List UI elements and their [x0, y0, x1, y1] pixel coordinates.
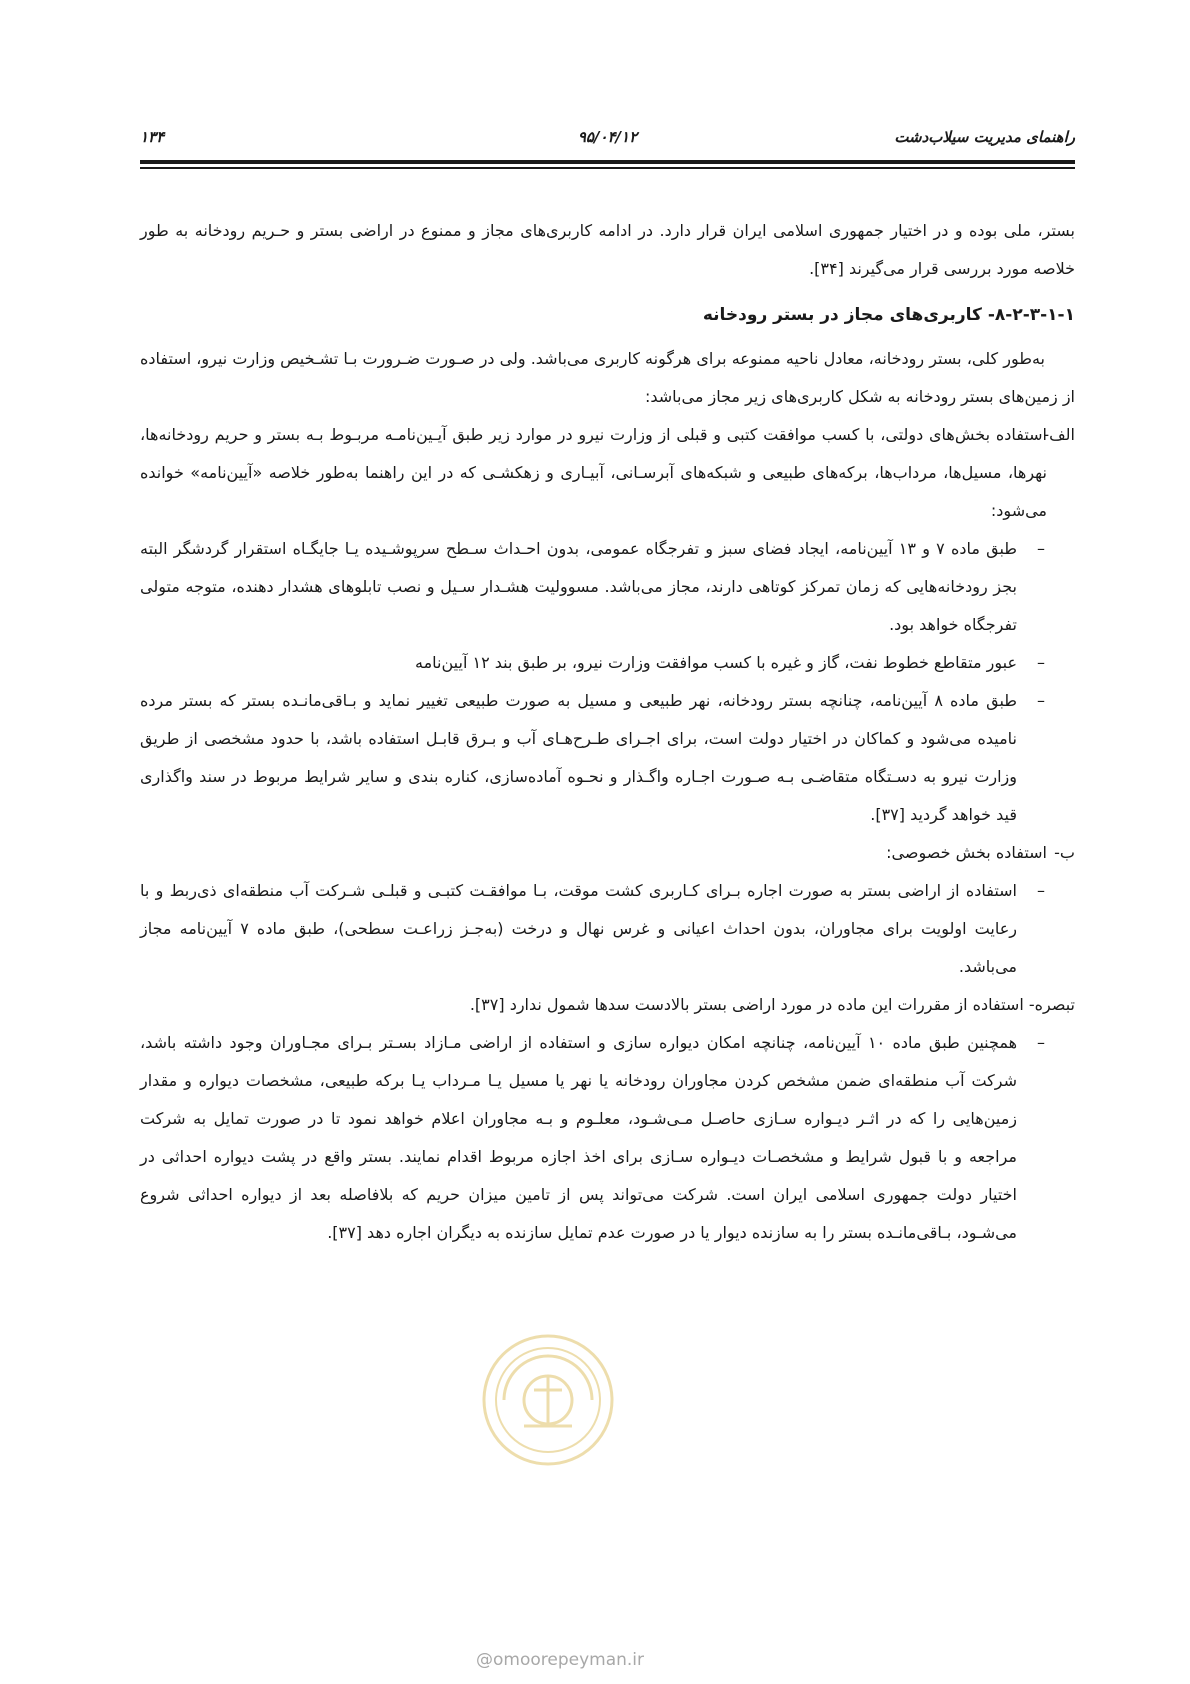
section-heading: ۸-۲-۳-۱-۱- کاربری‌های مجاز در بستر رودخانه: [702, 305, 1075, 325]
item-alef-text: استفاده بخش‌های دولتی، با کسب موافقت کتبی و قبلی از وزارت نیرو در موارد زیر طبق آیـین‌نامـه مربـوط بـه بستر و حریم رودخانه‌ها، نهرها، مسیل‌ها، مرداب‌ها، برکه‌های طبیعی و شبکه‌های آبرسـانی، آبیـاری و زهکشـی که در این راهنما به‌طور خلاصه «آیین‌نامه» خوانده می‌شود:: [140, 425, 1047, 520]
header-date: ۹۵/۰۴/۱۲: [577, 128, 638, 146]
intro-paragraph: بستر، ملی بوده و در اختیار جمهوری اسلامی ایران قرار دارد. در ادامه کاربری‌های مجاز و ممنوع در اراضی بستر و حـریم رودخانه به طور خلاصه مورد بررسی قرار می‌گیرند [۳۴].: [140, 221, 1075, 278]
seal-emblem: [484, 1336, 612, 1464]
dash-item: [140, 644, 1045, 682]
dash-marker: –: [1037, 881, 1045, 900]
watermark-seal: [478, 1330, 618, 1470]
dash-item: [140, 682, 1045, 834]
at-icon: @: [475, 1650, 493, 1670]
dash-marker: –: [1037, 653, 1045, 672]
item-alef-marker: الف-: [1043, 425, 1075, 444]
item-alef: [140, 416, 1075, 530]
watermark-url-text: omoorepeyman.ir: [492, 1650, 645, 1670]
item-be-text: استفاده بخش خصوصی:: [886, 843, 1047, 862]
dash-item-text: همچنین طبق ماده ۱۰ آیین‌نامه، چنانچه امکان دیواره سازی و استفاده از اراضی مـازاد بسـتر بـرای مجـاوران وجود داشته باشد، شرکت آب منطقه‌ای ضمن مشخص کردن مجاوران رودخانه یا نهر یا مسیل یـا مـرداب یـا برکه طبیعی، مشخصات دیواره و مقدار زمین‌هایی را که در اثـر دیـواره سـازی حاصـل مـی‌شـود، معلـوم و بـه مجاوران اعلام خواهد نمود تا در صورت تمایل به شرکت مراجعه و با قبول شرایط و مشخصـات دیـواره سـازی برای اخذ اجازه مربوط اقدام نمایند. بستر واقع در پشت دیواره احداثی در اختیار دولت جمهوری اسلامی ایران است. شرکت می‌تواند پس از تامین میزان حریم که بلافاصله بعد از دیواره احداثی شروع می‌شـود، بـاقی‌مانـده بستر را به سازنده دیوار یا در صورت عدم تمایل سازنده به دیگران اجاره دهد [۳۷].: [140, 1033, 1018, 1242]
page-header: [140, 128, 1075, 154]
page-body: [140, 212, 1075, 1252]
note-paragraph: تبصره- استفاده از مقررات این ماده در مورد اراضی بستر بالادست سدها شمول ندارد [۳۷].: [469, 995, 1075, 1014]
dash-item-text: طبق ماده ۸ آیین‌نامه، چنانچه بستر رودخانه، نهر طبیعی و مسیل به صورت طبیعی تغییر نماید و بـاقی‌مانـده بستر که بستر مرده نامیده می‌شود و کماکان در اختیار دولت است، برای اجـرای طـرح‌هـای آب و بـرق قابـل استفاده باشد، با حدود مشخصی از طریق وزارت نیرو به دسـتگاه متقاضـی بـه صـورت اجـاره واگـذار و نحـوه آماده‌سازی، کناره بندی و سایر شرایط مربوط در سند واگذاری قید خواهد گردید [۳۷].: [140, 691, 1018, 824]
dash-marker: –: [1037, 691, 1045, 710]
dash-item-text: عبور متقاطع خطوط نفت، گاز و غیره با کسب موافقت وزارت نیرو، بر طبق بند ۱۲ آیین‌نامه: [415, 653, 1017, 672]
dash-item-text: استفاده از اراضی بستر به صورت اجاره بـرای کـاربری کشت موقت، بـا موافقـت کتبـی و قبلـی شـرکت آب منطقه‌ای ذی‌ربط و با رعایت اولویت برای مجاوران، بدون احداث اعیانی و غرس نهال و درخت (به‌جـز زراعـت سطحی)، طبق ماده ۷ آیین‌نامه مجاز می‌باشد.: [140, 881, 1017, 976]
item-be-marker: ب-: [1054, 843, 1075, 862]
book-title: راهنمای مدیریت سیلاب‌دشت: [894, 128, 1075, 146]
dash-item: [140, 1024, 1045, 1252]
watermark-url: [440, 1650, 680, 1670]
dash-marker: –: [1037, 539, 1045, 558]
header-rule-thin: [140, 167, 1075, 169]
header-rule-thick: [140, 160, 1075, 164]
dash-item-text: طبق ماده ۷ و ۱۳ آیین‌نامه، ایجاد فضای سبز و تفرجگاه عمومی، بدون احـداث سـطح سرپوشـیده یـا جایگـاه استقرار گردشگر البته بجز رودخانه‌هایی که زمان تمرکز کوتاهی دارند، مجاز می‌باشد. مسوولیت هشـدار سـیل و نصب تابلوهای هشدار دهنده، متوجه متولی تفرجگاه خواهد بود.: [140, 539, 1018, 634]
dash-item: [140, 530, 1045, 644]
dash-marker: –: [1037, 1033, 1045, 1052]
item-be: [140, 834, 1075, 872]
dash-item: [140, 872, 1045, 986]
page-number: ۱۳۴: [140, 128, 165, 146]
body-paragraph: به‌طور کلی، بستر رودخانه، معادل ناحیه ممنوعه برای هرگونه کاربری می‌باشد. ولی در صـورت ضـرورت بـا تشـخیص وزارت نیرو، استفاده از زمین‌های بستر رودخانه به شکل کاربری‌های زیر مجاز می‌باشد:: [140, 349, 1075, 406]
